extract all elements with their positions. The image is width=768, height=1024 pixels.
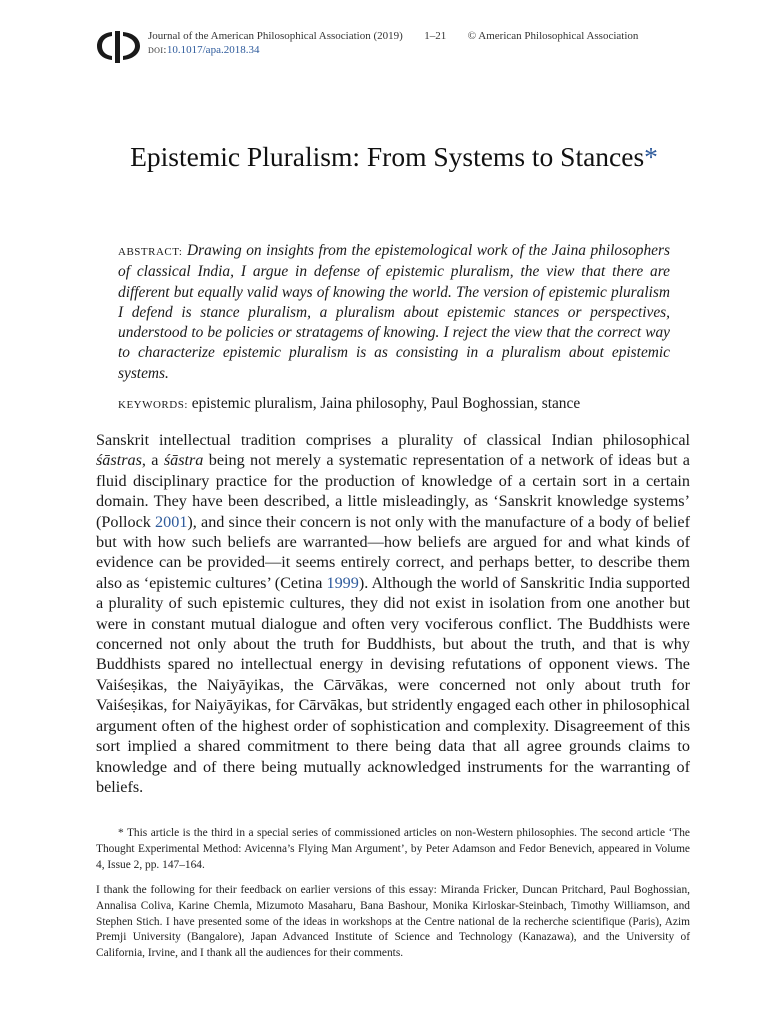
journal-name: Journal of the American Philosophical Association (2019) bbox=[148, 30, 403, 42]
citation-cetina-1999[interactable]: 1999 bbox=[326, 573, 359, 592]
body-text-segment: Sanskrit intellectual tradition comprises a plurality of classical Indian philosophical bbox=[96, 431, 690, 449]
apa-logo-icon bbox=[96, 29, 142, 63]
footnote-series-note: * This article is the third in a special series of commissioned articles on non-Western philosophies. The second article ‘The Thought Experimental Method: Avicenna’s Flying Man Argument’, by Peter Adamson and Fedor Benevich, appeared in Volume 4, Issue 2, pp. 147–164. bbox=[96, 827, 690, 871]
body-text-segment: ). Although the world of Sanskritic India supported a plurality of such epistemic cultures, they did not exist in isolation from one another but were in constant mutual dialogue and often very vociferous conflict. The Buddhists were concerned not only about the truth for Buddhists, but about the truth, and that is why Buddhists spared no intellectual energy in devising refutations of opponent views. The Vaiśeṣikas, the Naiyāyikas, the Cārvākas, were concerned not only about truth for Vaiśeṣikas, for Naiyāyikas, for Cārvākas, but stridently engaged each other in philosophical argument often of the highest order of sophistication and complexity. Disagreement of this sort implied a shared commitment to there being data that all agree grounds claims to knowledge and of there being mutually acknowledged instruments for the warranting of beliefs. bbox=[96, 573, 690, 796]
term-sastras: śāstras bbox=[96, 451, 142, 470]
doi-link[interactable]: 10.1017/apa.2018.34 bbox=[166, 44, 260, 56]
term-sastra: śāstra bbox=[163, 451, 204, 470]
article-title: Epistemic Pluralism: From Systems to Stances bbox=[130, 141, 645, 172]
copyright: © American Philosophical Association bbox=[467, 30, 639, 42]
body-text-segment: being not merely a systematic representation of a network of ideas but a fluid disciplinary practice for the production of knowledge of a certain sort in a certain domain. They have been described, a little misleadingly, as ‘Sanskrit knowledge systems’ (Pollock bbox=[96, 451, 690, 531]
journal-info bbox=[148, 29, 638, 57]
body-paragraph bbox=[96, 430, 690, 797]
journal-masthead bbox=[96, 27, 696, 67]
article-title-block bbox=[96, 139, 692, 174]
keywords-label: KEYWORDS: bbox=[118, 399, 188, 411]
abstract-label: ABSTRACT: bbox=[118, 246, 183, 258]
abstract-text: Drawing on insights from the epistemological work of the Jaina philosophers of classical India, I argue in defense of epistemic pluralism, the view that there are different but equally valid ways of knowing the world. The version of epistemic pluralism I defend is stance pluralism, a pluralism about epistemic stances or perspectives, understood to be policies or stratagems of knowing. I reject the view that the correct way to characterize epistemic pluralism is as consisting in a pluralism about epistemic systems. bbox=[118, 242, 670, 382]
page-range: 1–21 bbox=[424, 30, 447, 42]
abstract bbox=[118, 241, 670, 384]
doi-label: doi: bbox=[148, 44, 167, 56]
keywords-text: epistemic pluralism, Jaina philosophy, Paul Boghossian, stance bbox=[191, 395, 581, 412]
title-footnote-marker[interactable]: * bbox=[644, 141, 658, 172]
keywords bbox=[118, 394, 670, 415]
citation-pollock-2001[interactable]: 2001 bbox=[155, 512, 188, 531]
body-text-segment: ), and since their concern is not only with the manufacture of a body of belief but with how such beliefs are warranted—how beliefs are argued for and what kinds of evidence can be provided—it seems entirely correct, and perhaps better, to describe them also as ‘epistemic cultures’ (Cetina bbox=[96, 512, 690, 592]
body-text-segment: , a bbox=[141, 451, 164, 470]
footnote-acknowledgements: I thank the following for their feedback on earlier versions of this essay: Miranda Fricker, Duncan Pritchard, Paul Boghossian, Annalisa Coliva, Karine Chemla, Mizumoto Masaharu, Bana Bashour, Monika Kirloskar-Steinbach, Timothy Williamson, and Stephen Stich. I have presented some of the ideas in workshops at the Centre national de la recherche scientifique (Paris), Azim Premji University (Bangalore), Japan Advanced Institute of Science and Technology (Kanazawa), and the University of California, Irvine, and I thank all the audiences for their comments. bbox=[96, 884, 690, 960]
